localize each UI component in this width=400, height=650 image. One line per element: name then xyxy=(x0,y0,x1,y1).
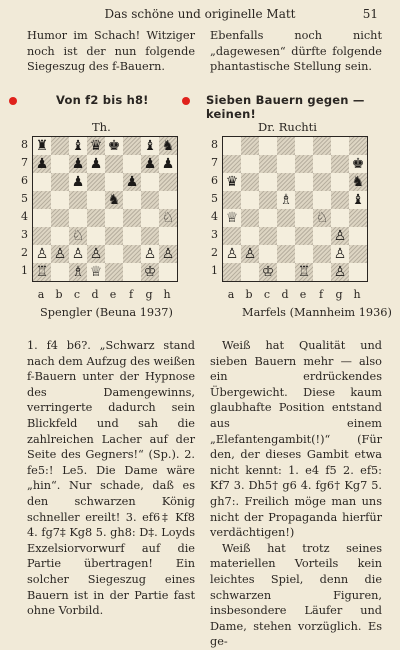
board-square xyxy=(105,173,123,191)
right-body-paragraph-1: Weiß hat Qualität und sieben Bauern mehr — also ein erdrückendes Übergewicht. Diese kaum glaubhafte Position entstand aus einem „Elefantengambit(!)“ (Für den, der dieses Gambit etwa nicht kennt: 1. e4 f5 2. ef5: Kf7 3. Dh5† g6 4. fg6† Kg7 5. gh7:. Freilich möge man uns nicht der Propaganda hierfür verdächtigen!) xyxy=(210,339,382,540)
chess-piece: ♝ xyxy=(143,138,157,154)
board-square xyxy=(313,263,331,281)
chess-piece: ♖ xyxy=(295,263,313,281)
chess-piece: ♙ xyxy=(71,246,85,262)
board-square xyxy=(141,173,159,191)
rank-label: 1 xyxy=(211,264,218,277)
file-label: a xyxy=(37,288,45,301)
file-label: e xyxy=(299,288,307,301)
chess-piece: ♟ xyxy=(71,174,85,190)
board-square xyxy=(159,191,177,209)
board-square xyxy=(87,227,105,245)
file-label: f xyxy=(128,288,134,301)
chess-piece: ♛ xyxy=(225,174,239,190)
left-player-white: Spengler (Beuna 1937) xyxy=(40,306,173,319)
board-square xyxy=(313,137,331,155)
chess-piece: ♟ xyxy=(89,156,103,172)
board-square xyxy=(51,173,69,191)
board-square xyxy=(349,137,367,155)
chess-piece: ♗ xyxy=(69,263,87,281)
rank-label: 5 xyxy=(211,192,218,205)
rank-label: 4 xyxy=(211,210,218,223)
chess-piece: ♙ xyxy=(225,246,239,262)
board-square xyxy=(313,245,331,263)
board-square xyxy=(349,245,367,263)
file-label: g xyxy=(335,288,343,301)
rank-labels xyxy=(206,136,218,280)
board-square xyxy=(295,227,313,245)
board-square xyxy=(331,191,349,209)
file-label: d xyxy=(91,288,99,301)
board-square xyxy=(349,209,367,227)
board-square xyxy=(33,227,51,245)
board-square xyxy=(123,245,141,263)
board-square xyxy=(277,263,295,281)
file-label: c xyxy=(73,288,81,301)
board-square xyxy=(313,227,331,245)
board-square xyxy=(331,155,349,173)
board-square xyxy=(51,191,69,209)
board-square xyxy=(223,191,241,209)
board-square xyxy=(259,137,277,155)
board-square xyxy=(141,191,159,209)
chess-piece: ♘ xyxy=(69,227,87,245)
chess-piece: ♟ xyxy=(161,156,175,172)
rank-label: 2 xyxy=(21,246,28,259)
chess-piece: ♙ xyxy=(331,263,349,281)
chess-piece: ♙ xyxy=(143,246,157,262)
chess-piece: ♟ xyxy=(33,155,51,173)
chess-piece: ♟ xyxy=(141,155,159,173)
chess-piece: ♞ xyxy=(349,173,367,191)
chess-piece: ♙ xyxy=(35,246,49,262)
board-square xyxy=(223,137,241,155)
board-square xyxy=(105,263,123,281)
file-labels xyxy=(222,288,368,301)
chess-piece: ♔ xyxy=(259,263,277,281)
board-square xyxy=(277,137,295,155)
file-label: c xyxy=(263,288,271,301)
red-marker-left xyxy=(9,97,17,105)
board-square xyxy=(313,155,331,173)
file-labels xyxy=(32,288,178,301)
board-square xyxy=(241,155,259,173)
chess-piece: ♙ xyxy=(159,245,177,263)
board-square xyxy=(123,137,141,155)
rank-label: 6 xyxy=(211,174,218,187)
board-square xyxy=(105,209,123,227)
board-square xyxy=(241,263,259,281)
board-square xyxy=(141,227,159,245)
board-square xyxy=(141,209,159,227)
chess-piece: ♙ xyxy=(331,227,349,245)
page-header xyxy=(0,7,400,23)
right-body-text xyxy=(210,338,382,650)
board-square xyxy=(331,173,349,191)
board-square xyxy=(295,137,313,155)
rank-label: 6 xyxy=(21,174,28,187)
board-square xyxy=(123,155,141,173)
board-square xyxy=(69,209,87,227)
chess-piece: ♝ xyxy=(351,192,365,208)
file-label: g xyxy=(145,288,153,301)
board-square xyxy=(87,191,105,209)
board-square xyxy=(313,173,331,191)
rank-label: 3 xyxy=(21,228,28,241)
board-square xyxy=(223,227,241,245)
board-square xyxy=(259,227,277,245)
left-body-text xyxy=(27,338,195,619)
chess-piece: ♚ xyxy=(107,138,121,154)
file-label: d xyxy=(281,288,289,301)
chess-piece: ♘ xyxy=(159,209,177,227)
board-square xyxy=(277,227,295,245)
board-square xyxy=(69,191,87,209)
board-square xyxy=(51,137,69,155)
board-square xyxy=(123,191,141,209)
right-intro: Ebenfalls noch nicht „dagewesen“ dürfte folgende phantastische Stellung sein. xyxy=(210,29,382,74)
board-square xyxy=(33,173,51,191)
board-square xyxy=(105,227,123,245)
chess-piece: ♟ xyxy=(123,173,141,191)
board-square xyxy=(241,191,259,209)
chess-board xyxy=(222,136,368,282)
board-square xyxy=(331,209,349,227)
board-square xyxy=(241,173,259,191)
file-label: h xyxy=(163,288,171,301)
board-square xyxy=(223,155,241,173)
chess-piece: ♜ xyxy=(35,138,49,154)
file-label: b xyxy=(55,288,63,301)
file-label: h xyxy=(353,288,361,301)
rank-label: 7 xyxy=(21,156,28,169)
chess-piece: ♙ xyxy=(333,246,347,262)
right-section-title: Sieben Bauern gegen — keinen! xyxy=(206,93,365,121)
chess-piece: ♝ xyxy=(71,138,85,154)
chess-piece: ♖ xyxy=(33,263,51,281)
board-square xyxy=(295,155,313,173)
rank-label: 2 xyxy=(211,246,218,259)
board-square xyxy=(313,191,331,209)
chess-piece: ♘ xyxy=(313,209,331,227)
file-label: a xyxy=(227,288,235,301)
chess-piece: ♙ xyxy=(87,245,105,263)
rank-label: 1 xyxy=(21,264,28,277)
board-square xyxy=(105,245,123,263)
left-body-paragraph: 1. f4 b6?. „Schwarz stand nach dem Aufzug des weißen f-Bauern unter der Hypnose des Damengewinns, verringerte dadurch sein Blickfeld und sah die zahlreichen Lacher auf der Seite des Gegners!“ (Sp.). 2. fe5:! Le5. Die Dame wäre „hin“. Nur schade, daß es den schwarzen König schneller ereilt! 3. ef6‡ Kf8 4. fg7‡ Kg8 5. gh8: D‡. Loyds Exzelsiorvorwurf auf die Partie übertragen! Ein solcher Siegeszug eines Bauern ist in der Partie fast ohne Vorbild. xyxy=(27,339,195,618)
red-marker-right xyxy=(182,97,190,105)
board-square xyxy=(33,209,51,227)
chess-piece: ♕ xyxy=(225,210,239,226)
chess-board xyxy=(32,136,178,282)
board-square xyxy=(259,209,277,227)
board-square xyxy=(295,191,313,209)
board-square xyxy=(259,245,277,263)
chess-piece: ♙ xyxy=(241,245,259,263)
board-square xyxy=(277,155,295,173)
chess-piece: ♞ xyxy=(159,137,177,155)
file-label: e xyxy=(109,288,117,301)
left-intro: Humor im Schach! Witziger noch ist der nun folgende Siegeszug des f-Bauern. xyxy=(27,29,195,74)
board-square xyxy=(259,191,277,209)
file-label: f xyxy=(318,288,324,301)
board-square xyxy=(349,227,367,245)
board-square xyxy=(295,245,313,263)
board-square xyxy=(277,173,295,191)
board-square xyxy=(123,209,141,227)
right-player-white: Marfels (Mannheim 1936) xyxy=(242,306,392,319)
rank-label: 8 xyxy=(211,138,218,151)
rank-label: 7 xyxy=(211,156,218,169)
board-square xyxy=(277,245,295,263)
board-square xyxy=(223,263,241,281)
chess-piece: ♚ xyxy=(351,156,365,172)
board-square xyxy=(295,209,313,227)
board-square xyxy=(277,209,295,227)
board-square xyxy=(33,191,51,209)
board-square xyxy=(87,209,105,227)
board-square xyxy=(87,173,105,191)
chess-piece: ♕ xyxy=(89,264,103,280)
chess-piece: ♟ xyxy=(69,155,87,173)
board-square xyxy=(51,263,69,281)
left-player-black: Th. xyxy=(92,120,111,134)
right-body-paragraph-2: Weiß hat trotz seines materiellen Vorteils kein leichtes Spiel, denn die schwarzen Figuren, insbesondere Läufer und Dame, stehen vorzüglich. Es ge- xyxy=(210,541,382,649)
board-square xyxy=(159,263,177,281)
right-player-black: Dr. Ruchti xyxy=(258,120,317,134)
board-square xyxy=(241,227,259,245)
board-square xyxy=(349,263,367,281)
rank-labels xyxy=(16,136,28,280)
board-square xyxy=(51,155,69,173)
board-square xyxy=(259,155,277,173)
board-square xyxy=(295,173,313,191)
chess-piece: ♙ xyxy=(51,245,69,263)
board-square xyxy=(241,137,259,155)
board-square xyxy=(123,263,141,281)
board-square xyxy=(159,173,177,191)
rank-label: 8 xyxy=(21,138,28,151)
board-square xyxy=(331,137,349,155)
rank-label: 4 xyxy=(21,210,28,223)
page-number: 51 xyxy=(362,7,378,21)
file-label: b xyxy=(245,288,253,301)
left-section-title: Von f2 bis h8! xyxy=(56,93,149,107)
board-square xyxy=(51,209,69,227)
board-square xyxy=(259,173,277,191)
page-title: Das schöne und originelle Matt xyxy=(104,7,296,21)
chess-piece: ♔ xyxy=(141,263,159,281)
board-square xyxy=(241,209,259,227)
board-square xyxy=(123,227,141,245)
chess-piece: ♞ xyxy=(105,191,123,209)
chess-piece: ♛ xyxy=(87,137,105,155)
board-square xyxy=(105,155,123,173)
board-square xyxy=(159,227,177,245)
rank-label: 3 xyxy=(211,228,218,241)
rank-label: 5 xyxy=(21,192,28,205)
chess-piece: ♗ xyxy=(279,192,293,208)
board-square xyxy=(51,227,69,245)
